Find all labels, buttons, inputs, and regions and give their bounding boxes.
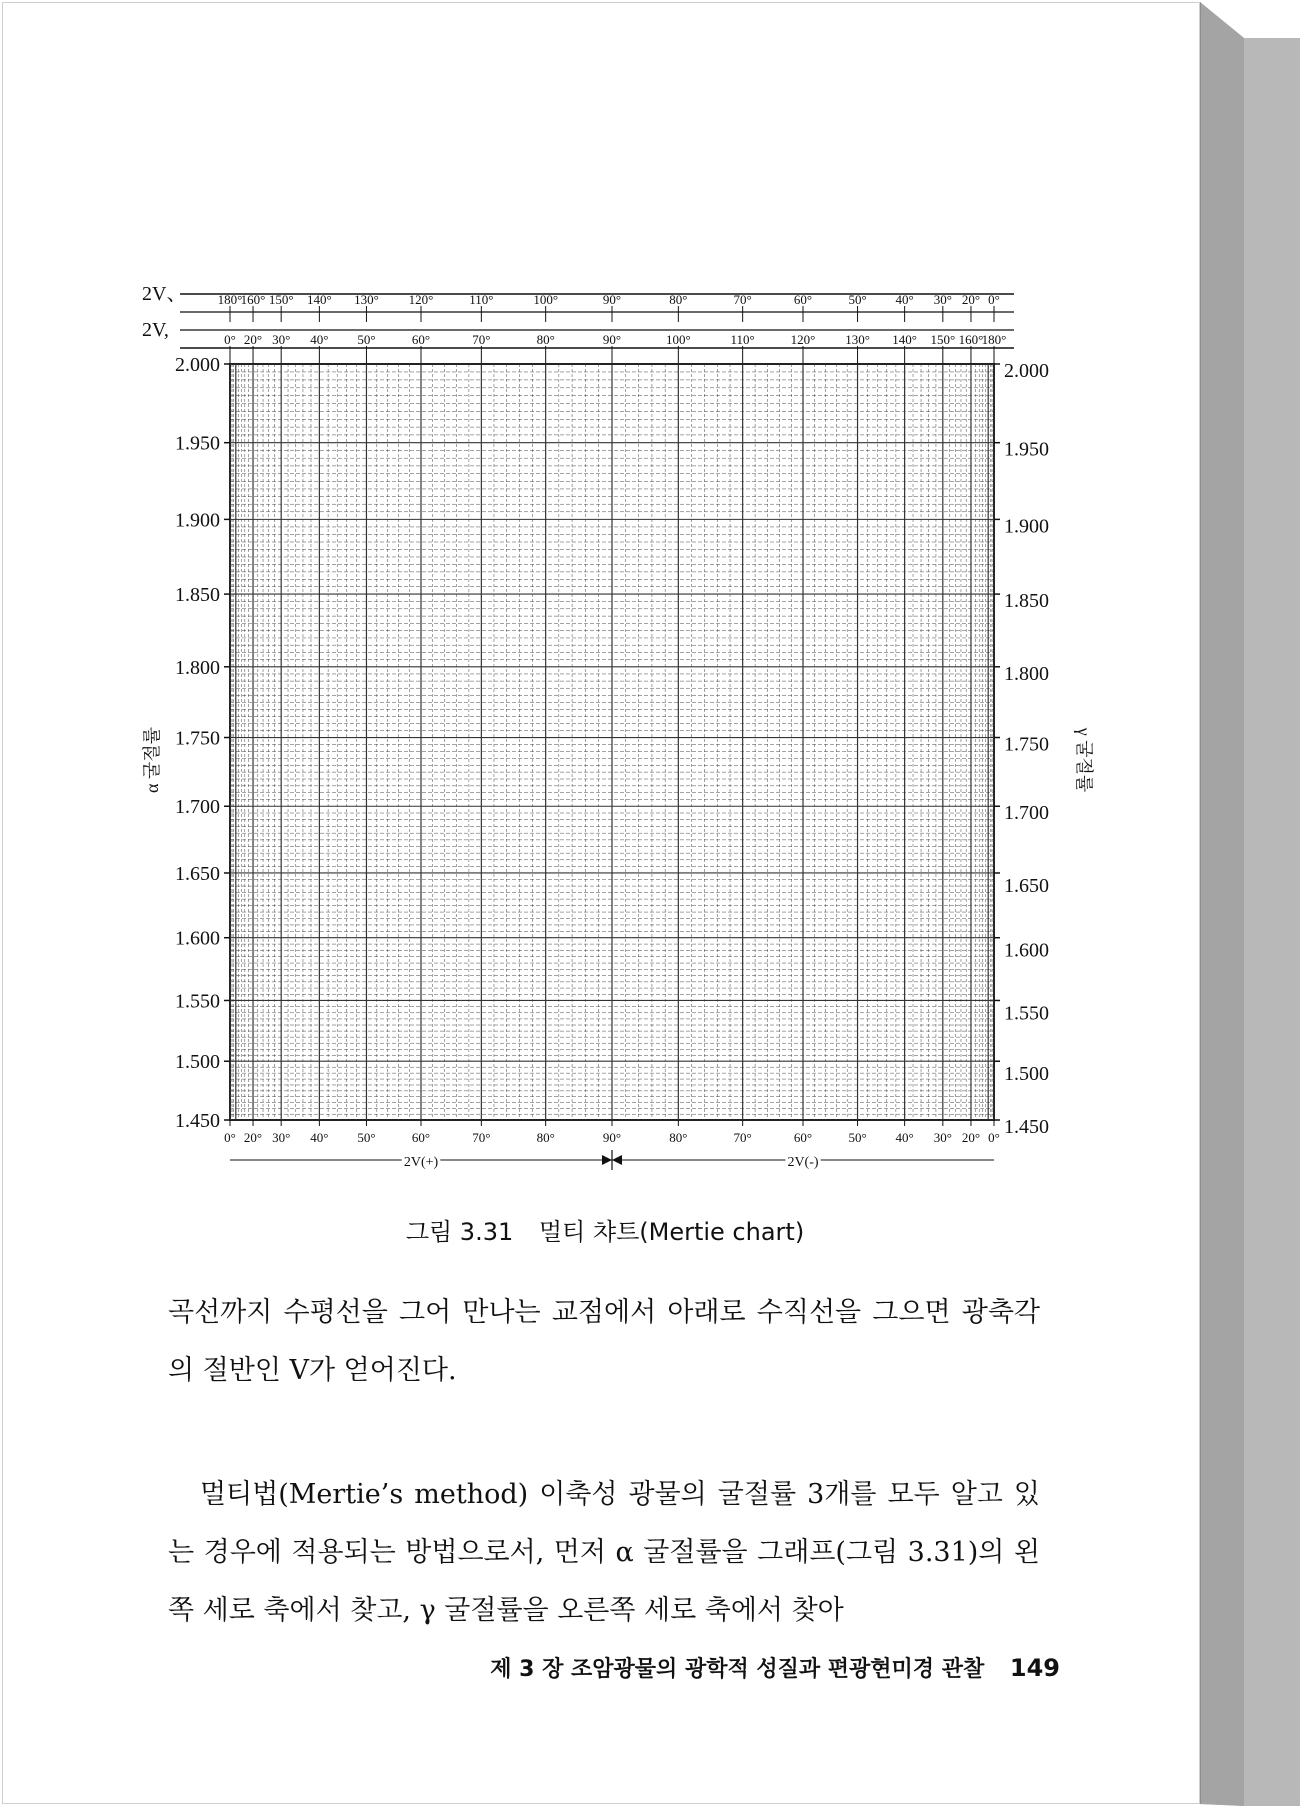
top-scale-2-tick-label: 80° xyxy=(536,332,555,347)
left-tick-label: 1.750 xyxy=(175,727,220,750)
top-scale-1-tick-label: 40° xyxy=(895,292,914,307)
right-tick-label: 1.500 xyxy=(1004,1063,1049,1086)
top-scale-2-tick-label: 0° xyxy=(224,332,236,347)
left-axis-title: α 굴절률 xyxy=(142,726,162,794)
top-scale-2-label: 2V, xyxy=(142,319,169,341)
paragraph-1: 곡선까지 수평선을 그어 만나는 교점에서 아래로 수직선을 그으면 광축각의 절반인 V가 얻어진다. xyxy=(168,1297,1040,1386)
bottom-tick-label: 60° xyxy=(411,1130,431,1145)
bottom-tick-label: 40° xyxy=(895,1130,914,1145)
left-tick-label: 1.950 xyxy=(175,432,220,455)
top-scale-1-tick-label: 120° xyxy=(408,292,434,307)
top-scale-1-tick-label: 130° xyxy=(354,292,379,307)
top-scale-1-tick-label: 50° xyxy=(848,292,867,307)
paragraph-2: 멀티법(Mertie’s method) 이축성 광물의 굴절률 3개를 모두 알고 있는 경우에 적용되는 방법으로서, 먼저 α 굴절률을 그래프(그림 3.31)의 왼쪽 세로 축에서 찾고, γ 굴절률을 오른쪽 세로 축에서 찾아 xyxy=(168,1479,1040,1626)
top-scale-2-tick-label: 40° xyxy=(310,332,329,347)
caption-number: 그림 3.31 xyxy=(405,1218,514,1246)
label-2v-positive: 2V(+) xyxy=(403,1155,439,1170)
left-tick-label: 1.500 xyxy=(175,1051,220,1074)
top-scale-1-tick-label: 20° xyxy=(961,292,981,307)
right-tick-label: 2.000 xyxy=(1004,360,1049,382)
left-tick-label: 1.700 xyxy=(175,796,220,819)
right-tick-label: 1.850 xyxy=(1004,590,1049,613)
top-scale-2-tick-label: 150° xyxy=(930,332,956,347)
right-tick-label: 1.450 xyxy=(1004,1116,1049,1138)
bottom-tick-label: 70° xyxy=(472,1130,491,1145)
left-tick-label: 1.600 xyxy=(175,927,220,950)
top-scale-2-tick-label: 100° xyxy=(665,332,691,347)
top-scale-1-tick-label: 150° xyxy=(268,292,294,307)
top-scale-1-tick-label: 110° xyxy=(469,292,494,307)
top-scale-2-tick-label: 60° xyxy=(411,332,431,347)
chart-grid xyxy=(180,294,1014,1120)
top-scale-2-tick-label: 20° xyxy=(243,332,263,347)
arrow-head-right xyxy=(602,1155,612,1165)
top-scale-2-tick-label: 120° xyxy=(790,332,816,347)
top-scale-2-tick-label: 30° xyxy=(272,332,291,347)
right-tick-label: 1.650 xyxy=(1004,874,1049,897)
bottom-tick-label: 80° xyxy=(669,1130,688,1145)
right-tick-label: 1.600 xyxy=(1004,939,1049,962)
right-axis-title: γ 굴절률 xyxy=(1074,727,1094,793)
top-scale-2-tick-label: 50° xyxy=(357,332,376,347)
top-scale-2-tick-label: 70° xyxy=(472,332,491,347)
left-tick-label: 1.550 xyxy=(175,990,220,1013)
top-scale-1-tick-label: 80° xyxy=(669,292,688,307)
bottom-tick-label: 0° xyxy=(224,1130,236,1145)
chapter-title: 제 3 장 조암광물의 광학적 성질과 편광현미경 관찰 xyxy=(490,1657,985,1682)
bottom-tick-label: 80° xyxy=(536,1130,555,1145)
left-tick-label: 2.000 xyxy=(175,354,220,376)
right-tick-label: 1.800 xyxy=(1004,662,1049,685)
top-scale-1-tick-label: 160° xyxy=(240,292,266,307)
top-scale-1-tick-label: 0° xyxy=(988,292,1000,307)
left-tick-label: 1.900 xyxy=(175,509,220,532)
right-tick-label: 1.750 xyxy=(1004,733,1049,756)
arrow-head-left xyxy=(612,1155,622,1165)
page-footer xyxy=(360,1652,1060,1683)
top-scale-2-tick-label: 140° xyxy=(892,332,917,347)
bottom-tick-label: 30° xyxy=(272,1130,291,1145)
left-tick-label: 1.850 xyxy=(175,584,220,607)
caption-title: 멀티 챠트(Mertie chart) xyxy=(538,1218,805,1246)
right-tick-label: 1.950 xyxy=(1004,438,1049,461)
top-scale-1-tick-label: 140° xyxy=(307,292,332,307)
right-tick-label: 1.900 xyxy=(1004,515,1049,538)
left-tick-label: 1.450 xyxy=(175,1110,220,1132)
bottom-tick-label: 20° xyxy=(243,1130,263,1145)
bottom-tick-label: 0° xyxy=(988,1130,1000,1145)
top-scale-1-tick-label: 100° xyxy=(533,292,559,307)
left-tick-label: 1.800 xyxy=(175,656,220,679)
top-scale-1-tick-label: 70° xyxy=(733,292,752,307)
bottom-tick-label: 50° xyxy=(357,1130,376,1145)
bottom-tick-label: 70° xyxy=(733,1130,752,1145)
bottom-tick-label: 30° xyxy=(933,1130,952,1145)
top-scale-1-tick-label: 90° xyxy=(602,292,622,307)
figure-caption xyxy=(0,1212,1200,1247)
top-scale-2-tick-label: 130° xyxy=(845,332,870,347)
top-scale-1-tick-label: 60° xyxy=(793,292,813,307)
bottom-tick-label: 20° xyxy=(961,1130,981,1145)
right-tick-label: 1.550 xyxy=(1004,1002,1049,1025)
top-scale-2-tick-label: 180° xyxy=(981,332,1007,347)
top-scale-2-tick-label: 90° xyxy=(602,332,622,347)
mertie-chart xyxy=(130,280,1094,1180)
top-scale-2-tick-label: 110° xyxy=(730,332,755,347)
right-tick-label: 1.700 xyxy=(1004,802,1049,825)
page-number: 149 xyxy=(1009,1654,1060,1682)
bottom-tick-label: 40° xyxy=(310,1130,329,1145)
label-2v-negative: 2V(-) xyxy=(787,1155,819,1170)
bottom-tick-label: 50° xyxy=(848,1130,867,1145)
top-scale-2-tick-label: 160° xyxy=(958,332,984,347)
left-tick-label: 1.650 xyxy=(175,862,220,885)
bottom-tick-label: 60° xyxy=(793,1130,813,1145)
top-scale-1-label: 2V、 xyxy=(142,283,187,305)
top-scale-1-tick-label: 180° xyxy=(217,292,243,307)
bottom-tick-label: 90° xyxy=(602,1130,622,1145)
top-scale-1-tick-label: 30° xyxy=(933,292,952,307)
